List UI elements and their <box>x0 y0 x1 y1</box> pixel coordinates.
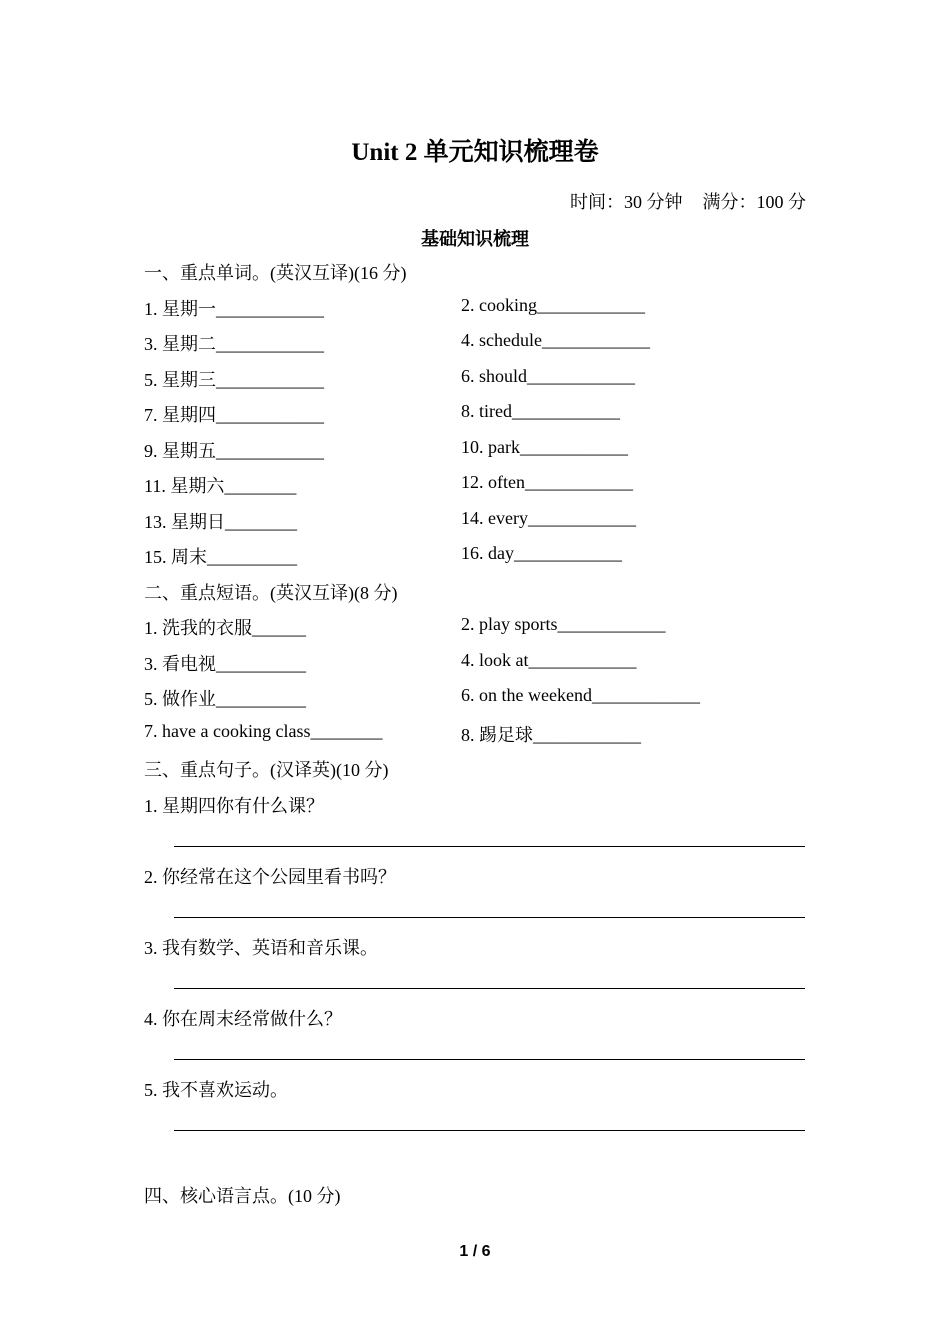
section2-heading: 二、重点短语。(英汉互译)(8 分) <box>144 583 398 603</box>
sentence-prompt: 4. 你在周末经常做什么？ <box>144 1009 342 1029</box>
answer-line[interactable] <box>174 988 805 989</box>
vocab-item: 4. schedule____________ <box>461 330 650 350</box>
answer-line[interactable] <box>174 917 805 918</box>
phrase-item: 8. 踢足球____________ <box>461 725 641 745</box>
vocab-item: 8. tired____________ <box>461 401 620 421</box>
section-title: 基础知识梳理 <box>421 229 529 249</box>
sentence-prompt: 2. 你经常在这个公园里看书吗？ <box>144 867 396 887</box>
answer-line[interactable] <box>174 1059 805 1060</box>
exam-meta <box>570 188 806 214</box>
vocab-item: 12. often____________ <box>461 472 633 492</box>
vocab-item: 11. 星期六________ <box>144 476 297 496</box>
phrase-item: 3. 看电视__________ <box>144 654 306 674</box>
section4-heading: 四、核心语言点。(10 分) <box>144 1186 341 1206</box>
vocab-item: 5. 星期三____________ <box>144 370 324 390</box>
section1-heading: 一、重点单词。(英汉互译)(16 分) <box>144 263 407 283</box>
section3-heading: 三、重点句子。(汉译英)(10 分) <box>144 760 389 780</box>
vocab-item: 10. park____________ <box>461 437 628 457</box>
vocab-item: 13. 星期日________ <box>144 512 297 532</box>
vocab-item: 6. should____________ <box>461 366 636 386</box>
vocab-item: 7. 星期四____________ <box>144 405 324 425</box>
time-limit: 时间：30 分钟 <box>570 192 683 212</box>
answer-line[interactable] <box>174 846 805 847</box>
vocab-item: 16. day____________ <box>461 543 622 563</box>
phrase-item: 7. have a cooking class________ <box>144 721 383 741</box>
page-number: 1 / 6 <box>459 1243 491 1260</box>
sentence-prompt: 3. 我有数学、英语和音乐课。 <box>144 938 378 958</box>
vocab-item: 14. every____________ <box>461 508 636 528</box>
phrase-item: 6. on the weekend____________ <box>461 685 700 705</box>
phrase-item: 5. 做作业__________ <box>144 689 306 709</box>
phrase-item: 2. play sports____________ <box>461 614 666 634</box>
vocab-item: 9. 星期五____________ <box>144 441 324 461</box>
sentence-prompt: 1. 星期四你有什么课？ <box>144 796 324 816</box>
full-score: 满分：100 分 <box>702 192 806 212</box>
vocab-item: 3. 星期二____________ <box>144 334 324 354</box>
phrase-item: 4. look at____________ <box>461 650 637 670</box>
answer-line[interactable] <box>174 1130 805 1131</box>
page-title: Unit 2 单元知识梳理卷 <box>351 139 599 166</box>
vocab-item: 1. 星期一____________ <box>144 299 324 319</box>
sentence-prompt: 5. 我不喜欢运动。 <box>144 1080 288 1100</box>
phrase-item: 1. 洗我的衣服______ <box>144 618 306 638</box>
vocab-item: 2. cooking____________ <box>461 295 645 315</box>
vocab-item: 15. 周末__________ <box>144 547 297 567</box>
